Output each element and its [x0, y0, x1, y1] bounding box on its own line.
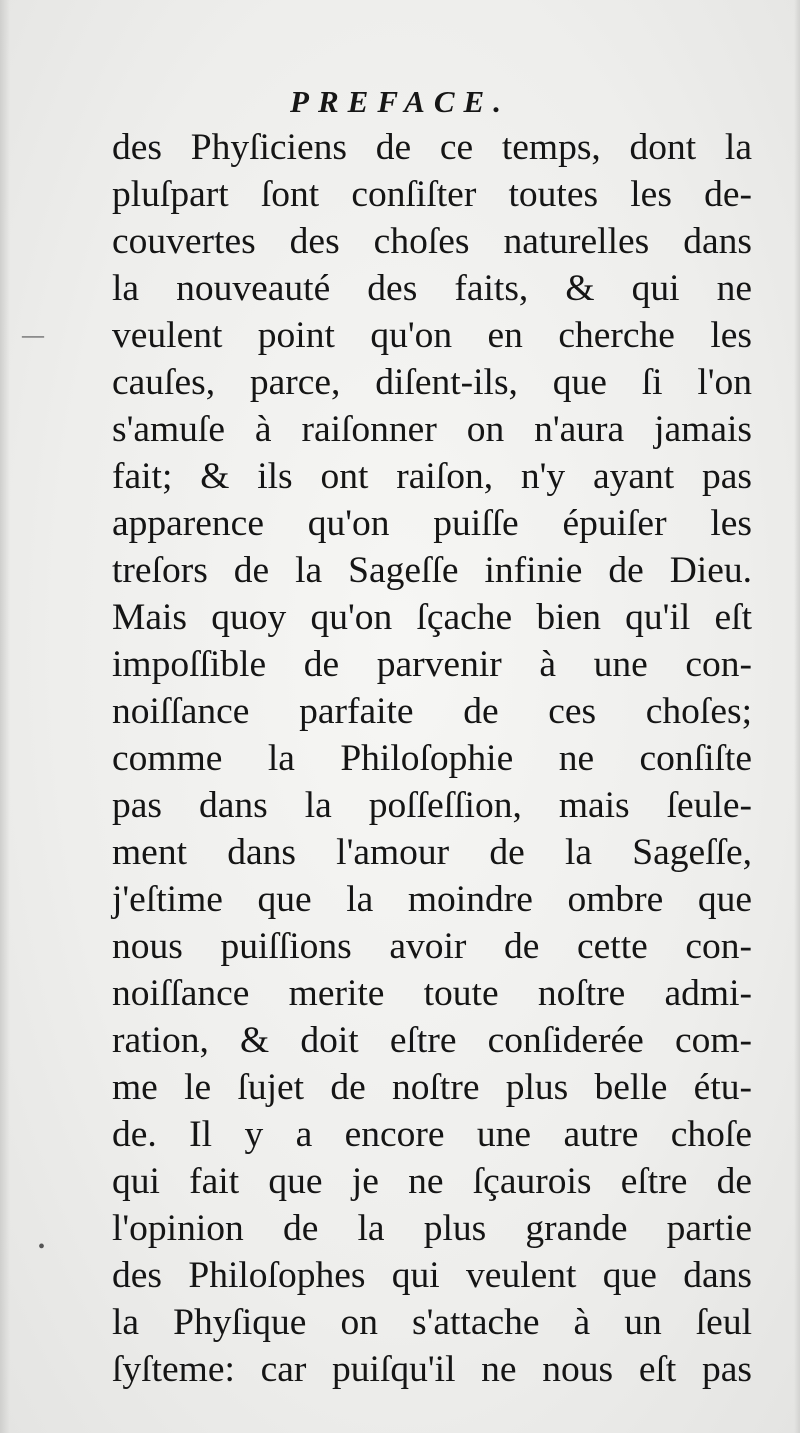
text-line: comme la Philoſophie ne conſiſte — [112, 738, 752, 779]
text-line: des Philoſophes qui veulent que dans — [112, 1255, 752, 1296]
text-line: ſyſteme: car puiſqu'il ne nous eſt pas — [112, 1349, 752, 1390]
text-line: ration, & doit eſtre conſiderée com- — [112, 1020, 752, 1061]
text-line: apparence qu'on puiſſe épuiſer les — [112, 503, 752, 544]
text-line: noiſſance parfaite de ces choſes; — [112, 691, 752, 732]
body-text — [112, 124, 752, 1393]
text-line: l'opinion de la plus grande partie — [112, 1208, 752, 1249]
text-line: couvertes des choſes naturelles dans — [112, 221, 752, 262]
page-right-edge-shadow — [794, 0, 800, 1433]
text-line: me le ſujet de noſtre plus belle étu- — [112, 1067, 752, 1108]
text-line: nous puiſſions avoir de cette con- — [112, 926, 752, 967]
text-line: veulent point qu'on en cherche les — [112, 315, 752, 356]
text-line: ment dans l'amour de la Sageſſe, — [112, 832, 752, 873]
text-line: la nouveauté des faits, & qui ne — [112, 268, 752, 309]
text-line: Mais quoy qu'on ſçache bien qu'il eſt — [112, 597, 752, 638]
margin-mark-dot: • — [38, 1236, 46, 1258]
text-line: pluſpart ſont conſiſter toutes les de- — [112, 174, 752, 215]
text-line: de. Il y a encore une autre choſe — [112, 1114, 752, 1155]
text-line: s'amuſe à raiſonner on n'aura jamais — [112, 409, 752, 450]
text-line: j'eſtime que la moindre ombre que — [112, 879, 752, 920]
text-line: pas dans la poſſeſſion, mais ſeule- — [112, 785, 752, 826]
running-head: PREFACE. — [290, 84, 510, 119]
text-line: impoſſible de parvenir à une con- — [112, 644, 752, 685]
page-left-edge-shadow — [0, 0, 10, 1433]
text-line: treſors de la Sageſſe infinie de Dieu. — [112, 550, 752, 591]
text-line: la Phyſique on s'attache à un ſeul — [112, 1302, 752, 1343]
margin-mark-dash: — — [22, 322, 44, 347]
text-line: noiſſance merite toute noſtre admi- — [112, 973, 752, 1014]
text-line: fait; & ils ont raiſon, n'y ayant pas — [112, 456, 752, 497]
text-line: des Phyſiciens de ce temps, dont la — [112, 127, 752, 168]
text-line: qui fait que je ne ſçaurois eſtre de — [112, 1161, 752, 1202]
text-line: cauſes, parce, diſent-ils, que ſi l'on — [112, 362, 752, 403]
